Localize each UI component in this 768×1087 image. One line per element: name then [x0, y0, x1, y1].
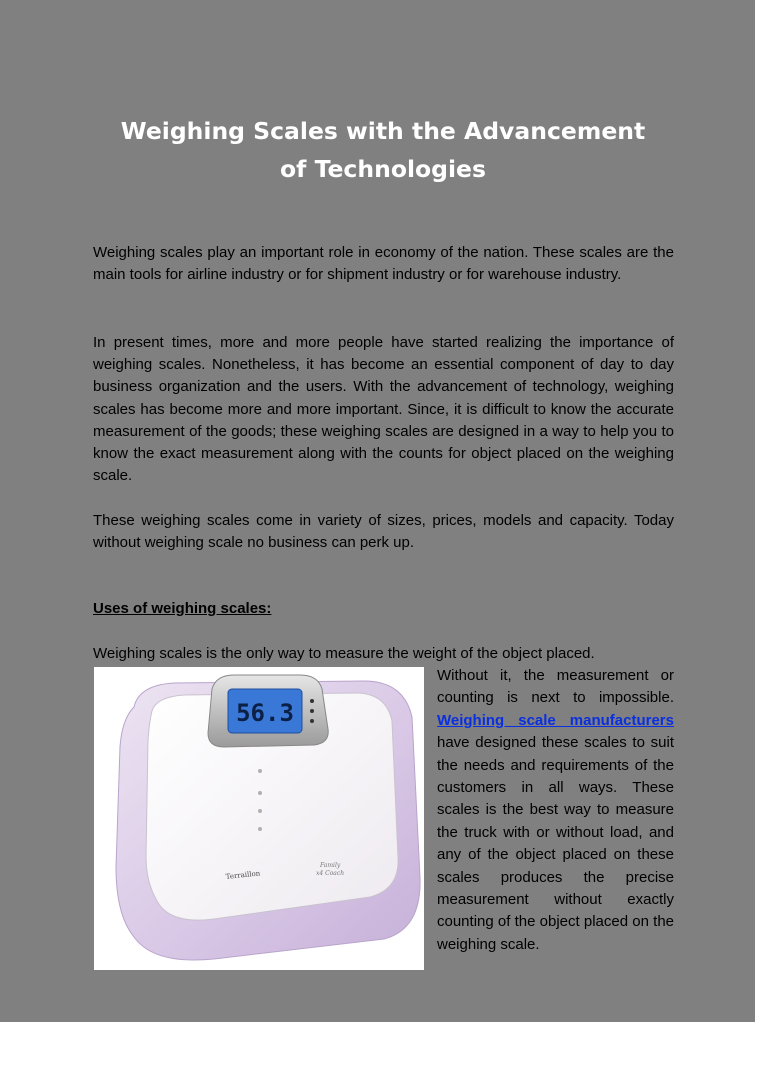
scale-button-1 — [258, 769, 262, 773]
paragraph-variety: These weighing scales come in variety of sizes, prices, models and capacity. Today without weighing scale no business can perk up. — [93, 512, 674, 552]
paragraph-uses-body — [437, 665, 674, 956]
section-heading-uses: Uses of weighing scales: — [93, 600, 272, 617]
scale-model-line-1: Family — [320, 862, 341, 869]
scale-brand: Terraillon — [225, 869, 261, 881]
scale-button-4 — [258, 827, 262, 831]
title-line-2: of Technologies — [280, 155, 486, 183]
page-title — [93, 112, 673, 188]
weighing-scale-illustration — [94, 667, 424, 970]
scale-button-2 — [258, 791, 262, 795]
paragraph-uses-lead: Weighing scales is the only way to measure the weight of the object placed. — [93, 645, 595, 662]
paragraph-uses-before-link: Without it, the measurement or counting is next to impossible. — [437, 667, 674, 707]
scale-button-3 — [258, 809, 262, 813]
page-margin — [755, 0, 768, 1022]
title-line-1: Weighing Scales with the Advancement — [120, 117, 646, 145]
manufacturers-link[interactable]: Weighing scale manufacturers — [437, 711, 674, 729]
lcd-value: 56.3 — [236, 699, 294, 727]
scale-model-line-2: x4 Coach — [316, 870, 345, 877]
paragraph-intro: Weighing scales play an important role in economy of the nation. These scales are the main tools for airline industry or for shipment industry or for warehouse industry. — [93, 244, 674, 284]
paragraph-uses-after-link: have designed these scales to suit the needs and requirements of the customers in all ways. These scales is the best way to measure the truck with or without load, and any of the object placed on these scales produces the precise measurement without exactly counting of the object placed on the weighing scale. — [437, 734, 674, 953]
weighing-scale-image — [94, 667, 424, 970]
paragraph-importance: In present times, more and more people have started realizing the importance of weighing scales. Nonetheless, it has become an essential component of day to day business organization and the users. With the advancement of technology, weighing scales has become more and more important. Since, it is difficult to know the accurate measurement of the goods; these weighing scales are designed in a way to help you to know the exact measurement along with the counts for object placed on the weighing scale. — [93, 334, 674, 485]
